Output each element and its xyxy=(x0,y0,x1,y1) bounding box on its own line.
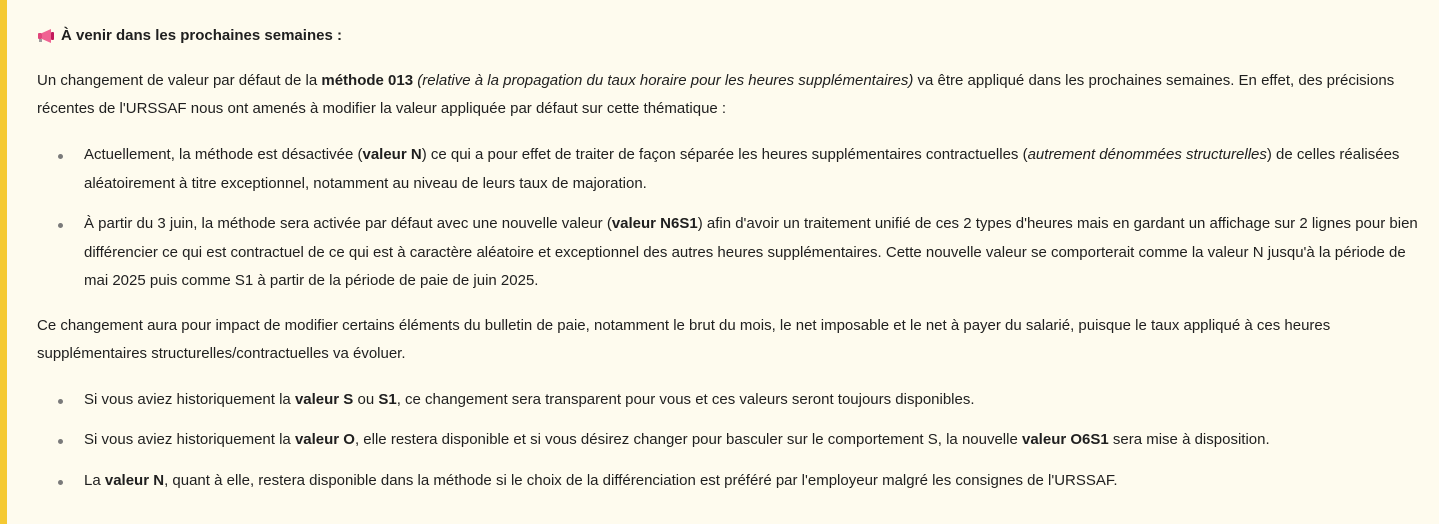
list-item: Si vous aviez historiquement la valeur S ou S1, ce changement sera transparent pour vous et ces valeurs seront toujours disponibles. xyxy=(84,391,975,408)
bullet-dot xyxy=(58,399,63,404)
bullet-dot xyxy=(58,439,63,444)
bullet-dot xyxy=(58,480,63,485)
callout-title xyxy=(37,27,342,44)
method-description: (relative à la propagation du taux horaire pour les heures supplémentaires) xyxy=(417,72,914,89)
method-name: méthode 013 xyxy=(321,72,414,89)
bullet-dot xyxy=(58,154,63,159)
callout-title-text: À venir dans les prochaines semaines : xyxy=(61,27,342,44)
impact-paragraph: Ce changement aura pour impact de modifier certains éléments du bulletin de paie, notamment le brut du mois, le net imposable et le net à payer du salarié, puisque le taux appliqué à ces heures supplémentaires structurelles/contractuelles va évoluer. xyxy=(37,317,1331,362)
list-item: Actuellement, la méthode est désactivée (valeur N) ce qui a pour effet de traiter de façon séparée les heures supplémentaires contractuelles (autrement dénommées structurelles) de celles réalisées aléatoirement à titre exceptionnel, notamment au niveau de leurs taux de majoration. xyxy=(84,146,1400,192)
list-item: Si vous aviez historiquement la valeur O, elle restera disponible et si vous désirez changer pour basculer sur le comportement S, la nouvelle valeur O6S1 sera mise à disposition. xyxy=(84,431,1270,448)
megaphone-icon xyxy=(37,29,55,43)
list-item: À partir du 3 juin, la méthode sera activée par défaut avec une nouvelle valeur (valeur N6S1) afin d'avoir un traitement unifié de ces 2 types d'heures mais en gardant un affichage sur 2 lignes pour bien différencier ce qui est contractuel de ce qui est à caractère aléatoire et exceptionnel des autres heures supplémentaires. Cette nouvelle valeur se comporterait comme la valeur N jusqu'à la période de mai 2025 puis comme S1 à partir de la période de paie de juin 2025. xyxy=(84,215,1418,289)
intro-paragraph: Un changement de valeur par défaut de la méthode 013 (relative à la propagation du taux horaire pour les heures supplémentaires) va être appliqué dans les prochaines semaines. En effet, des précisions récentes de l'URSSAF nous ont amenés à modifier la valeur appliquée par défaut sur cette thématique : xyxy=(37,72,1395,117)
list-item: La valeur N, quant à elle, restera disponible dans la méthode si le choix de la différenciation est préféré par l'employeur malgré les consignes de l'URSSAF. xyxy=(84,472,1118,489)
bullet-dot xyxy=(58,223,63,228)
